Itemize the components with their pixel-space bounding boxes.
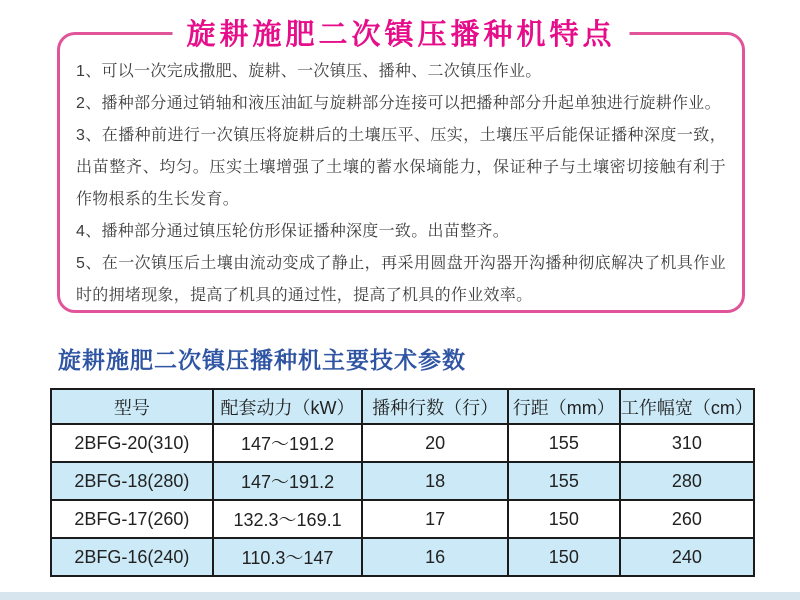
feature-item-2: 2、播种部分通过销轴和液压油缸与旋耕部分连接可以把播种部分升起单独进行旋耕作业。 bbox=[76, 95, 721, 112]
col-header-row-spacing: 行距（mm） bbox=[508, 389, 620, 424]
table-row bbox=[51, 538, 754, 576]
cell-sowing-rows: 16 bbox=[362, 538, 508, 576]
cell-sowing-rows: 20 bbox=[362, 424, 508, 462]
cell-row-spacing: 150 bbox=[508, 538, 620, 576]
features-list bbox=[60, 35, 742, 312]
specs-title: 旋耕施肥二次镇压播种机主要技术参数 bbox=[58, 347, 466, 374]
table-header-row bbox=[51, 389, 754, 424]
specs-table bbox=[50, 388, 755, 577]
col-header-working-width: 工作幅宽（cm） bbox=[620, 389, 754, 424]
cell-sowing-rows: 18 bbox=[362, 462, 508, 500]
feature-item-4: 4、播种部分通过镇压轮仿形保证播种深度一致。出苗整齐。 bbox=[76, 223, 509, 240]
cell-model: 2BFG-16(240) bbox=[51, 538, 213, 576]
cell-model: 2BFG-20(310) bbox=[51, 424, 213, 462]
cell-row-spacing: 150 bbox=[508, 500, 620, 538]
feature-item-3: 3、在播种前进行一次镇压将旋耕后的土壤压平、压实，土壤压平后能保证播种深度一致，出苗整齐、均匀。压实土壤增强了土壤的蓄水保墒能力，保证种子与土壤密切接触有利于作物根系的生长发育。 bbox=[76, 127, 726, 208]
cell-working-width: 280 bbox=[620, 462, 754, 500]
cell-model: 2BFG-18(280) bbox=[51, 462, 213, 500]
cell-working-width: 310 bbox=[620, 424, 754, 462]
table-row bbox=[51, 462, 754, 500]
cell-power: 147～191.2 bbox=[213, 462, 363, 500]
cell-power: 132.3～169.1 bbox=[213, 500, 363, 538]
cell-working-width: 260 bbox=[620, 500, 754, 538]
table-row bbox=[51, 424, 754, 462]
bottom-edge-strip bbox=[0, 592, 800, 600]
feature-item-5: 5、在一次镇压后土壤由流动变成了静止，再采用圆盘开沟器开沟播种彻底解决了机具作业时的拥堵现象，提高了机具的通过性，提高了机具的作业效率。 bbox=[76, 255, 726, 304]
cell-sowing-rows: 17 bbox=[362, 500, 508, 538]
features-panel bbox=[57, 19, 745, 313]
cell-power: 110.3～147 bbox=[213, 538, 363, 576]
cell-model: 2BFG-17(260) bbox=[51, 500, 213, 538]
cell-working-width: 240 bbox=[620, 538, 754, 576]
table-row bbox=[51, 500, 754, 538]
features-title: 旋耕施肥二次镇压播种机特点 bbox=[172, 12, 629, 53]
col-header-power: 配套动力（kW） bbox=[213, 389, 363, 424]
cell-row-spacing: 155 bbox=[508, 462, 620, 500]
col-header-model: 型号 bbox=[51, 389, 213, 424]
feature-item-1: 1、可以一次完成撒肥、旋耕、一次镇压、播种、二次镇压作业。 bbox=[76, 63, 542, 80]
col-header-sowing-rows: 播种行数（行） bbox=[362, 389, 508, 424]
cell-power: 147～191.2 bbox=[213, 424, 363, 462]
cell-row-spacing: 155 bbox=[508, 424, 620, 462]
